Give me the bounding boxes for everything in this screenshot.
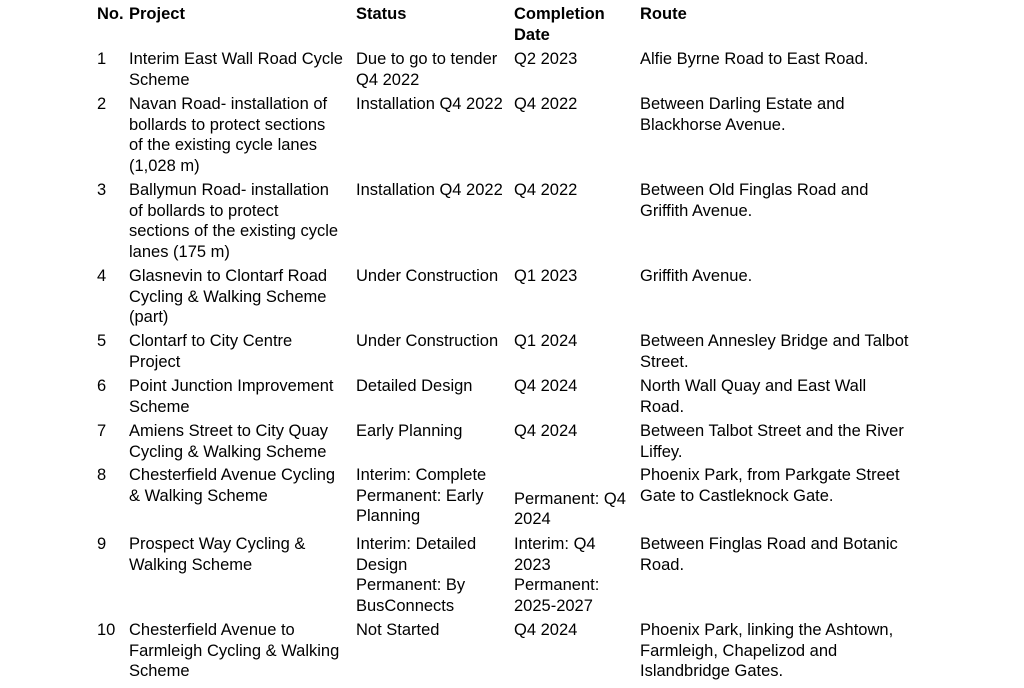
- table-row: [97, 49, 997, 94]
- row-no: 5: [97, 332, 107, 350]
- row-status: Under Construction: [356, 332, 499, 350]
- row-project: Clontarf to City Centre Project: [129, 332, 293, 371]
- row-no: 10: [97, 621, 116, 639]
- row-route: Between Darling Estate and Blackhorse Avenue.: [640, 95, 845, 134]
- row-route: Between Talbot Street and the River Liffey.: [640, 422, 904, 461]
- row-project: Chesterfield Avenue to Farmleigh Cycling & Walking Scheme: [129, 621, 340, 681]
- row-completion-date: Q4 2022: [514, 95, 578, 113]
- row-status: Due to go to tender Q4 2022: [356, 50, 498, 89]
- row-route: Griffith Avenue.: [640, 267, 753, 285]
- row-no: 1: [97, 50, 107, 68]
- row-completion-date: Q4 2024: [514, 377, 578, 395]
- row-route: Between Old Finglas Road and Griffith Avenue.: [640, 181, 869, 220]
- row-project: Glasnevin to Clontarf Road Cycling & Walking Scheme (part): [129, 267, 328, 327]
- row-route: North Wall Quay and East Wall Road.: [640, 377, 867, 416]
- row-project: Chesterfield Avenue Cycling & Walking Scheme: [129, 466, 336, 505]
- row-no: 6: [97, 377, 107, 395]
- row-status: Interim: Detailed Design Permanent: By BusConnects: [356, 535, 477, 616]
- header-project: Project: [129, 5, 185, 23]
- row-completion-date: Permanent: Q4 2024: [514, 489, 626, 529]
- row-completion-date: Q1 2023: [514, 267, 578, 285]
- row-no: 4: [97, 267, 107, 285]
- row-completion-date: Q4 2022: [514, 181, 578, 199]
- table-row: [97, 376, 997, 421]
- row-status: Not Started: [356, 621, 440, 639]
- table-row: [97, 421, 997, 465]
- row-completion-date: Q2 2023: [514, 50, 578, 68]
- row-status: Interim: Complete Permanent: Early Planning: [356, 466, 487, 526]
- header-completion-date: Completion Date: [514, 5, 605, 44]
- row-no: 7: [97, 422, 107, 440]
- row-no: 8: [97, 466, 107, 484]
- table-row: [97, 620, 997, 684]
- row-completion-date: Q4 2024: [514, 422, 578, 440]
- row-no: 9: [97, 535, 107, 553]
- row-project: Ballymun Road- installation of bollards to protect sections of the existing cycle lanes (175 m): [129, 181, 339, 262]
- table-header-row: [97, 4, 997, 49]
- table-row: [97, 534, 997, 620]
- table-row: [97, 331, 997, 376]
- table-row: [97, 465, 997, 534]
- header-no: No.: [97, 5, 124, 23]
- row-status: Under Construction: [356, 267, 499, 285]
- row-project: Amiens Street to City Quay Cycling & Walking Scheme: [129, 422, 328, 461]
- table-row: [97, 180, 997, 266]
- row-route: Between Finglas Road and Botanic Road.: [640, 535, 898, 574]
- table-row: [97, 94, 997, 180]
- row-no: 2: [97, 95, 107, 113]
- header-route: Route: [640, 5, 687, 23]
- row-status: Early Planning: [356, 422, 463, 440]
- row-status: Detailed Design: [356, 377, 473, 395]
- row-completion-date: Interim: Q4 2023 Permanent: 2025-2027: [514, 535, 600, 616]
- row-project: Point Junction Improvement Scheme: [129, 377, 334, 416]
- row-project: Prospect Way Cycling & Walking Scheme: [129, 535, 306, 574]
- row-route: Phoenix Park, from Parkgate Street Gate to Castleknock Gate.: [640, 466, 900, 505]
- row-project: Navan Road- installation of bollards to protect sections of the existing cycle lanes (1,028 m): [129, 95, 328, 176]
- row-route: Alfie Byrne Road to East Road.: [640, 50, 869, 68]
- projects-table: [97, 4, 997, 684]
- header-status: Status: [356, 5, 407, 23]
- row-completion-date: Q4 2024: [514, 621, 578, 639]
- row-no: 3: [97, 181, 107, 199]
- table-row: [97, 266, 997, 331]
- row-status: Installation Q4 2022: [356, 181, 503, 199]
- row-route: Phoenix Park, linking the Ashtown, Farmleigh, Chapelizod and Islandbridge Gates.: [640, 621, 894, 681]
- row-route: Between Annesley Bridge and Talbot Street.: [640, 332, 909, 371]
- row-status: Installation Q4 2022: [356, 95, 503, 113]
- row-completion-date: Q1 2024: [514, 332, 578, 350]
- row-project: Interim East Wall Road Cycle Scheme: [129, 50, 343, 89]
